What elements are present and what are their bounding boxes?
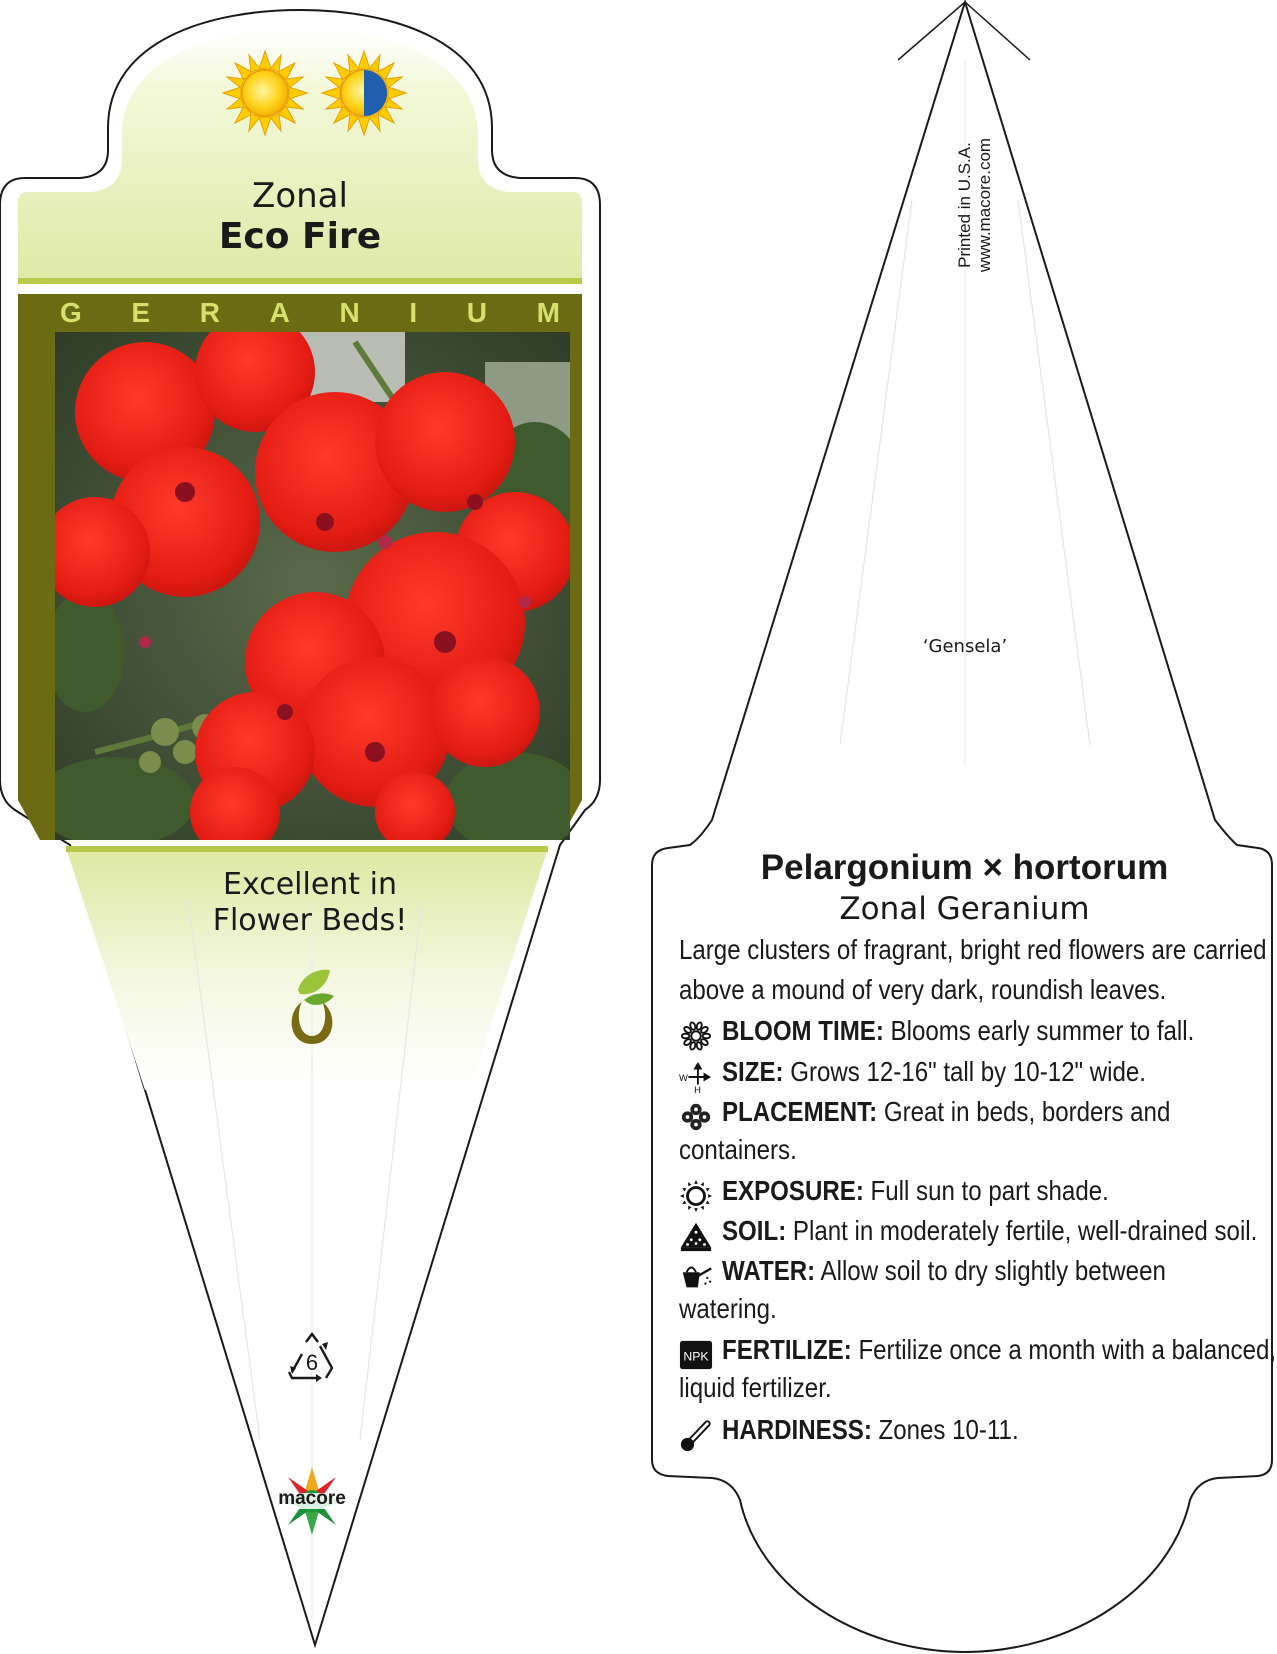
care-label: WATER: — [722, 1255, 816, 1286]
category-letter: G — [60, 297, 82, 328]
category-letter: M — [536, 297, 560, 328]
variety-name: Eco Fire — [218, 216, 382, 257]
full-sun-icon — [222, 50, 308, 136]
watering-can-icon — [677, 1259, 715, 1293]
care-text: Great in beds, borders and — [877, 1096, 1171, 1127]
soil-icon — [677, 1219, 715, 1253]
print-credits — [940, 50, 994, 273]
part-shade-icon — [321, 50, 407, 136]
website: www.macore.com — [975, 137, 994, 273]
care-item — [722, 1015, 1194, 1047]
thermometer-icon — [677, 1418, 715, 1452]
care-item — [722, 1255, 1166, 1287]
recycle-number: 6 — [305, 1350, 319, 1375]
flower-icon — [677, 1019, 715, 1053]
placement-icon — [677, 1100, 715, 1134]
care-label: HARDINESS: — [722, 1414, 872, 1445]
sun-outline-icon — [677, 1179, 715, 1213]
care-label: BLOOM TIME: — [722, 1015, 884, 1046]
care-label: SIZE: — [722, 1056, 784, 1087]
care-text-continued: liquid fertilizer. — [679, 1372, 832, 1403]
care-item — [722, 1056, 1146, 1088]
category-letter: U — [466, 297, 488, 328]
care-label: PLACEMENT: — [722, 1096, 878, 1127]
care-text: Fertilize once a month with a balanced, — [851, 1334, 1277, 1365]
care-text: Grows 12-16" tall by 10-12" wide. — [783, 1056, 1146, 1087]
botanical-name: Pelargonium × hortorum — [760, 848, 1169, 887]
brand-name: macore — [278, 1488, 346, 1509]
care-text: Allow soil to dry slightly between — [815, 1255, 1166, 1286]
care-text: Full sun to part shade. — [863, 1175, 1109, 1206]
care-text: Blooms early summer to fall. — [883, 1015, 1195, 1046]
variety-line1: Zonal — [252, 176, 348, 216]
product-photo — [55, 332, 570, 840]
description-line1: Large clusters of fragrant, bright red flowers are carried — [679, 934, 1267, 965]
category-letter: I — [409, 297, 418, 328]
description-line2: above a mound of very dark, roundish leaves. — [679, 974, 1167, 1005]
tagline-line1: Excellent in — [223, 867, 397, 902]
npk-icon — [677, 1338, 715, 1372]
category-letter: A — [269, 297, 290, 328]
care-item — [722, 1096, 1170, 1128]
eco-leaf-icon — [284, 966, 340, 1046]
category-letter: N — [339, 297, 360, 328]
cultivar-name: ‘Gensela’ — [922, 636, 1008, 657]
size-arrows-icon — [677, 1060, 715, 1094]
care-text: Plant in moderately fertile, well-drained soil. — [786, 1215, 1258, 1246]
care-item — [722, 1414, 1019, 1446]
care-item — [722, 1175, 1109, 1207]
care-label: EXPOSURE: — [722, 1175, 864, 1206]
common-name: Zonal Geranium — [839, 891, 1090, 927]
svg-text:NPK: NPK — [683, 1349, 709, 1364]
care-label: FERTILIZE: — [722, 1334, 852, 1365]
care-label: SOIL: — [722, 1215, 787, 1246]
svg-text:W: W — [679, 1072, 688, 1084]
category-letter: R — [199, 297, 220, 328]
care-text-continued: containers. — [679, 1134, 797, 1165]
care-text-continued: watering. — [679, 1293, 777, 1324]
svg-text:H: H — [694, 1085, 701, 1094]
category-label — [60, 296, 560, 330]
care-text: Zones 10-11. — [871, 1414, 1019, 1445]
care-item — [722, 1334, 1276, 1366]
care-item — [722, 1215, 1257, 1247]
printed-in: Printed in U.S.A. — [955, 142, 974, 268]
tagline-line2: Flower Beds! — [212, 903, 408, 938]
category-letter: E — [131, 297, 151, 328]
